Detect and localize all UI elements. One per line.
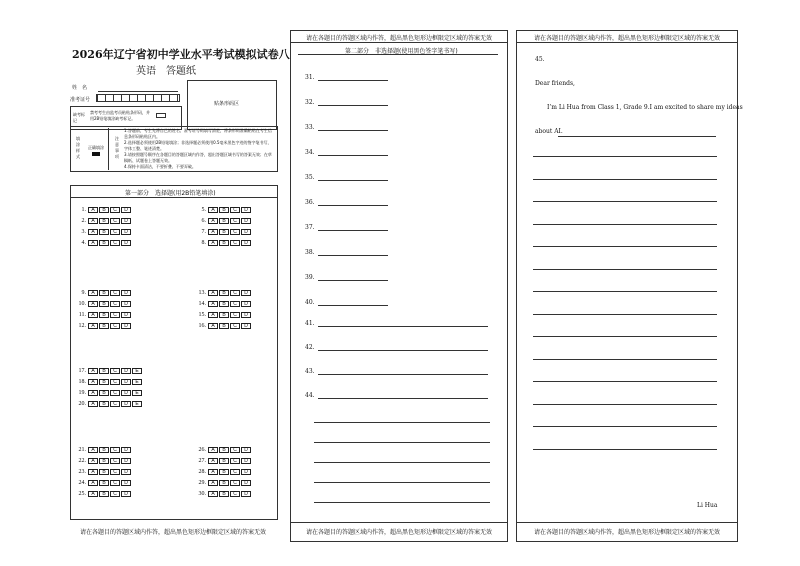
- fill-label: 填涂样式: [76, 136, 80, 159]
- name-label: 姓 名: [72, 85, 88, 91]
- option-bubble[interactable]: B: [99, 323, 109, 329]
- answer-bubbles: [88, 207, 131, 213]
- question-number: 28.: [198, 469, 206, 475]
- option-bubble[interactable]: D: [121, 480, 131, 486]
- question-number: 39.: [305, 274, 315, 281]
- option-bubble[interactable]: C: [110, 458, 120, 464]
- question-number: 34.: [305, 149, 315, 156]
- option-bubble[interactable]: C: [230, 480, 240, 486]
- option-bubble[interactable]: A: [88, 229, 98, 235]
- option-bubble[interactable]: B: [219, 229, 229, 235]
- option-bubble[interactable]: B: [219, 323, 229, 329]
- option-bubble[interactable]: C: [110, 312, 120, 318]
- answer-bubbles: [88, 290, 131, 296]
- option-bubble[interactable]: B: [99, 401, 109, 407]
- option-bubble[interactable]: A: [208, 229, 218, 235]
- absent-note: 禁考考生由监考员粘贴条形码，并用2B铅笔填涂缺考标记。: [90, 110, 150, 121]
- question-number: 1.: [81, 207, 86, 213]
- option-bubble[interactable]: B: [99, 390, 109, 396]
- answer-bubbles: [88, 218, 131, 224]
- answer-bubbles: [208, 207, 251, 213]
- option-bubble[interactable]: B: [99, 379, 109, 385]
- option-bubble[interactable]: A: [88, 301, 98, 307]
- absent-label: 缺考标记: [73, 112, 85, 123]
- essay-line[interactable]: [533, 404, 717, 405]
- option-bubble[interactable]: B: [99, 469, 109, 475]
- answer-line[interactable]: [318, 230, 388, 231]
- option-bubble[interactable]: D: [241, 458, 251, 464]
- answer-line[interactable]: [314, 462, 490, 463]
- top-banner-2: 请在各题目的答题区域内作答，超出黑色矩形边框限定区域的答案无效: [305, 35, 492, 42]
- option-bubble[interactable]: A: [88, 469, 98, 475]
- answer-line[interactable]: [318, 398, 488, 399]
- option-bubble[interactable]: B: [99, 480, 109, 486]
- option-bubble[interactable]: C: [230, 458, 240, 464]
- option-bubble[interactable]: C: [110, 390, 120, 396]
- question-number: 4.: [81, 240, 86, 246]
- answer-bubbles: [208, 323, 251, 329]
- option-bubble[interactable]: C: [110, 368, 120, 374]
- option-bubble[interactable]: B: [219, 491, 229, 497]
- question-number: 14.: [198, 301, 206, 307]
- option-bubble[interactable]: A: [88, 207, 98, 213]
- option-bubble[interactable]: B: [219, 312, 229, 318]
- answer-line[interactable]: [318, 280, 388, 281]
- question-number: 20.: [78, 401, 86, 407]
- question-number: 18.: [78, 379, 86, 385]
- answer-bubbles: [208, 290, 251, 296]
- question-number: 38.: [305, 249, 315, 256]
- option-bubble[interactable]: B: [219, 290, 229, 296]
- option-bubble[interactable]: A: [88, 368, 98, 374]
- option-bubble[interactable]: D: [241, 229, 251, 235]
- answer-line[interactable]: [318, 350, 488, 351]
- essay-line-2: about AI.: [535, 128, 563, 135]
- question-number: 26.: [198, 447, 206, 453]
- id-field[interactable]: [96, 94, 180, 102]
- notice-item: 2.选择题必须使用2B铅笔填涂；非选择题必须使用0.5毫米黑色字迹的签字笔书写，字体工整、笔迹清楚。: [124, 140, 272, 151]
- option-bubble[interactable]: C: [230, 207, 240, 213]
- question-number: 22.: [78, 458, 86, 464]
- essay-line[interactable]: [533, 291, 717, 292]
- answer-bubbles: [208, 240, 251, 246]
- option-bubble[interactable]: C: [110, 240, 120, 246]
- option-bubble[interactable]: B: [219, 218, 229, 224]
- answer-bubbles: [88, 240, 131, 246]
- option-bubble[interactable]: B: [99, 290, 109, 296]
- answer-line[interactable]: [318, 180, 388, 181]
- banner-divider-2: [291, 42, 507, 43]
- answer-bubbles: [88, 229, 131, 235]
- option-bubble[interactable]: B: [219, 240, 229, 246]
- essay-line[interactable]: [533, 359, 717, 360]
- question-number: 36.: [305, 199, 315, 206]
- option-bubble[interactable]: C: [230, 312, 240, 318]
- option-bubble[interactable]: A: [88, 240, 98, 246]
- option-bubble[interactable]: C: [110, 447, 120, 453]
- answer-bubbles: [88, 312, 131, 318]
- answer-line[interactable]: [318, 130, 388, 131]
- instructions-divider: [108, 128, 109, 170]
- answer-line[interactable]: [318, 255, 388, 256]
- option-bubble[interactable]: A: [88, 312, 98, 318]
- option-bubble[interactable]: C: [110, 379, 120, 385]
- option-bubble[interactable]: D: [121, 491, 131, 497]
- answer-bubbles: [208, 491, 251, 497]
- option-bubble[interactable]: D: [121, 458, 131, 464]
- option-bubble[interactable]: A: [88, 447, 98, 453]
- part2-title-divider: [298, 54, 498, 55]
- essay-line-1: I’m Li Hua from Class 1, Grade 9.I am excited to share my ideas: [547, 104, 743, 111]
- answer-bubbles: [208, 218, 251, 224]
- option-bubble[interactable]: D: [121, 390, 131, 396]
- option-bubble[interactable]: D: [121, 469, 131, 475]
- option-bubble[interactable]: B: [99, 491, 109, 497]
- question-number: 30.: [198, 491, 206, 497]
- answer-line[interactable]: [318, 155, 388, 156]
- answer-bubbles: [88, 480, 131, 486]
- bottom-banner-2: 请在各题目的答题区域内作答，超出黑色矩形边框限定区域的答案无效: [305, 529, 492, 536]
- option-bubble[interactable]: D: [121, 229, 131, 235]
- question-number: 6.: [201, 218, 206, 224]
- option-bubble[interactable]: D: [121, 312, 131, 318]
- question-number: 5.: [201, 207, 206, 213]
- option-bubble[interactable]: C: [230, 301, 240, 307]
- option-bubble[interactable]: C: [110, 218, 120, 224]
- question-number: 35.: [305, 174, 315, 181]
- option-bubble[interactable]: D: [241, 480, 251, 486]
- option-bubble[interactable]: C: [230, 240, 240, 246]
- answer-bubbles: [208, 469, 251, 475]
- question-number: 40.: [305, 299, 315, 306]
- question-number: 16.: [198, 323, 206, 329]
- essay-line[interactable]: [533, 449, 717, 450]
- essay-line[interactable]: [533, 224, 717, 225]
- option-bubble[interactable]: B: [99, 368, 109, 374]
- answer-line[interactable]: [318, 80, 388, 81]
- option-bubble[interactable]: B: [219, 447, 229, 453]
- answer-bubbles: [208, 301, 251, 307]
- option-bubble[interactable]: B: [99, 229, 109, 235]
- option-bubble[interactable]: D: [121, 447, 131, 453]
- question-number: 33.: [305, 124, 315, 131]
- question-number: 41.: [305, 320, 315, 327]
- option-bubble[interactable]: A: [208, 469, 218, 475]
- answer-bubbles: [208, 447, 251, 453]
- option-bubble[interactable]: D: [241, 301, 251, 307]
- option-bubble[interactable]: A: [208, 480, 218, 486]
- option-bubble[interactable]: A: [88, 218, 98, 224]
- page-subtitle: 英语 答题纸: [136, 66, 196, 77]
- option-bubble[interactable]: C: [230, 491, 240, 497]
- option-bubble[interactable]: B: [99, 207, 109, 213]
- notice-list: [124, 128, 274, 170]
- bottom-banner-1: 请在各题目的答题区域内作答，超出黑色矩形边框限定区域的答案无效: [79, 529, 266, 536]
- banner-divider-3: [517, 42, 737, 43]
- option-bubble[interactable]: B: [99, 312, 109, 318]
- option-bubble[interactable]: D: [121, 240, 131, 246]
- essay-line[interactable]: [533, 269, 717, 270]
- option-bubble[interactable]: E: [132, 390, 142, 396]
- question-number: 8.: [201, 240, 206, 246]
- answer-line[interactable]: [318, 326, 488, 327]
- answer-bubbles: [88, 301, 131, 307]
- question-number: 23.: [78, 469, 86, 475]
- option-bubble[interactable]: B: [219, 458, 229, 464]
- part2-title: 第二部分 非选择题(使用黑色签字笔书写): [345, 48, 458, 55]
- question-number: 37.: [305, 224, 315, 231]
- option-bubble[interactable]: E: [132, 401, 142, 407]
- option-bubble[interactable]: C: [230, 290, 240, 296]
- banner-divider-b3: [517, 522, 737, 523]
- option-bubble[interactable]: A: [88, 323, 98, 329]
- option-bubble[interactable]: B: [99, 301, 109, 307]
- option-bubble[interactable]: D: [121, 379, 131, 385]
- option-bubble[interactable]: B: [99, 447, 109, 453]
- option-bubble[interactable]: D: [121, 301, 131, 307]
- answer-bubbles: [88, 390, 142, 396]
- answer-line[interactable]: [314, 442, 490, 443]
- notice-label: 注意事项: [115, 136, 119, 159]
- question-number: 12.: [78, 323, 86, 329]
- option-bubble[interactable]: D: [241, 447, 251, 453]
- question-number: 21.: [78, 447, 86, 453]
- question-number: 17.: [78, 368, 86, 374]
- option-bubble[interactable]: A: [208, 491, 218, 497]
- essay-line[interactable]: [533, 179, 717, 180]
- answer-line[interactable]: [314, 422, 490, 423]
- option-bubble[interactable]: A: [208, 447, 218, 453]
- option-bubble[interactable]: B: [219, 480, 229, 486]
- option-bubble[interactable]: D: [241, 491, 251, 497]
- option-bubble[interactable]: D: [121, 368, 131, 374]
- option-bubble[interactable]: C: [110, 491, 120, 497]
- option-bubble[interactable]: C: [110, 301, 120, 307]
- option-bubble[interactable]: A: [88, 491, 98, 497]
- barcode-label: 贴条形码区: [214, 101, 240, 107]
- option-bubble[interactable]: D: [121, 401, 131, 407]
- question-number: 42.: [305, 344, 315, 351]
- option-bubble[interactable]: C: [230, 218, 240, 224]
- option-bubble[interactable]: A: [208, 218, 218, 224]
- essay-line[interactable]: [533, 314, 717, 315]
- option-bubble[interactable]: D: [241, 218, 251, 224]
- question-number: 32.: [305, 99, 315, 106]
- option-bubble[interactable]: A: [88, 458, 98, 464]
- part1-title: 第一部分 选择题(用2B铅笔填涂): [125, 190, 216, 197]
- option-bubble[interactable]: B: [219, 301, 229, 307]
- answer-line[interactable]: [318, 205, 388, 206]
- answer-bubbles: [208, 312, 251, 318]
- option-bubble[interactable]: B: [99, 240, 109, 246]
- option-bubble[interactable]: D: [121, 218, 131, 224]
- option-bubble[interactable]: D: [241, 290, 251, 296]
- option-bubble[interactable]: C: [230, 447, 240, 453]
- option-bubble[interactable]: D: [241, 323, 251, 329]
- option-bubble[interactable]: A: [88, 480, 98, 486]
- essay-number: 45.: [535, 56, 545, 63]
- essay-line[interactable]: [533, 336, 717, 337]
- question-number: 11.: [78, 312, 86, 318]
- question-number: 9.: [81, 290, 86, 296]
- essay-first-line[interactable]: [558, 136, 716, 137]
- essay-signature: Li Hua: [697, 502, 718, 509]
- option-bubble[interactable]: D: [121, 207, 131, 213]
- essay-line[interactable]: [533, 156, 717, 157]
- answer-line[interactable]: [314, 482, 490, 483]
- answer-bubbles: [88, 491, 131, 497]
- question-number: 7.: [201, 229, 206, 235]
- answer-bubbles: [208, 458, 251, 464]
- option-bubble[interactable]: A: [88, 390, 98, 396]
- notice-item: 4.保持卡面清洁，不要折叠、不要弄破。: [124, 164, 196, 169]
- answer-bubbles: [88, 401, 142, 407]
- option-bubble[interactable]: A: [208, 301, 218, 307]
- answer-bubbles: [208, 480, 251, 486]
- question-number: 3.: [81, 229, 86, 235]
- page-title: 2026年辽宁省初中学业水平考试模拟试卷八: [72, 48, 290, 61]
- essay-line[interactable]: [533, 201, 717, 202]
- absent-mark-box[interactable]: [156, 113, 166, 118]
- top-banner-3: 请在各题目的答题区域内作答，超出黑色矩形边框限定区域的答案无效: [533, 35, 720, 42]
- question-number: 43.: [305, 368, 315, 375]
- column-2: [290, 30, 508, 542]
- answer-bubbles: [208, 229, 251, 235]
- bottom-banner-3: 请在各题目的答题区域内作答，超出黑色矩形边框限定区域的答案无效: [533, 529, 720, 536]
- option-bubble[interactable]: D: [241, 469, 251, 475]
- question-number: 44.: [305, 392, 315, 399]
- answer-line[interactable]: [318, 305, 388, 306]
- question-number: 31.: [305, 74, 315, 81]
- question-number: 19.: [78, 390, 86, 396]
- essay-line[interactable]: [533, 426, 717, 427]
- banner-divider-b2: [291, 522, 507, 523]
- option-bubble[interactable]: C: [230, 229, 240, 235]
- option-bubble[interactable]: D: [241, 207, 251, 213]
- answer-line[interactable]: [314, 502, 490, 503]
- id-label: 准考证号: [70, 97, 91, 103]
- question-number: 13.: [198, 290, 206, 296]
- answer-bubbles: [88, 469, 131, 475]
- question-number: 24.: [78, 480, 86, 486]
- option-bubble[interactable]: A: [88, 401, 98, 407]
- option-bubble[interactable]: C: [110, 323, 120, 329]
- option-bubble[interactable]: D: [121, 290, 131, 296]
- option-bubble[interactable]: E: [132, 368, 142, 374]
- question-number: 2.: [81, 218, 86, 224]
- option-bubble[interactable]: B: [99, 458, 109, 464]
- option-bubble[interactable]: A: [208, 312, 218, 318]
- option-bubble[interactable]: D: [121, 323, 131, 329]
- option-bubble[interactable]: C: [230, 469, 240, 475]
- option-bubble[interactable]: C: [110, 229, 120, 235]
- option-bubble[interactable]: D: [241, 240, 251, 246]
- option-bubble[interactable]: C: [110, 207, 120, 213]
- answer-bubbles: [88, 379, 142, 385]
- answer-bubbles: [88, 447, 131, 453]
- answer-line[interactable]: [318, 105, 388, 106]
- essay-line[interactable]: [533, 246, 717, 247]
- notice-item: 3.请按照题号顺序在各题目的答题区域内作答，超出答题区域书写的答案无效；在草稿纸、试题卷上答题无效。: [124, 152, 272, 163]
- option-bubble[interactable]: A: [208, 240, 218, 246]
- option-bubble[interactable]: A: [208, 323, 218, 329]
- answer-line[interactable]: [318, 374, 488, 375]
- option-bubble[interactable]: C: [110, 401, 120, 407]
- question-number: 27.: [198, 458, 206, 464]
- notice-item: 1.答题前，考生先将自己的姓名、准考证号码填写清楚，将条形码准确粘贴在考生信息条形码粘贴区内。: [124, 128, 272, 139]
- question-number: 10.: [78, 301, 86, 307]
- fill-correct: 正确填涂: [88, 145, 104, 150]
- question-number: 25.: [78, 491, 86, 497]
- option-bubble[interactable]: C: [230, 323, 240, 329]
- option-bubble[interactable]: E: [132, 379, 142, 385]
- question-number: 29.: [198, 480, 206, 486]
- option-bubble[interactable]: B: [219, 207, 229, 213]
- option-bubble[interactable]: D: [241, 312, 251, 318]
- option-bubble[interactable]: B: [219, 469, 229, 475]
- part1-title-divider: [71, 197, 277, 198]
- answer-bubbles: [88, 368, 142, 374]
- essay-greeting: Dear friends,: [535, 80, 575, 87]
- answer-bubbles: [88, 323, 131, 329]
- answer-bubbles: [88, 458, 131, 464]
- option-bubble[interactable]: C: [110, 469, 120, 475]
- filled-sample: [92, 152, 100, 156]
- option-bubble[interactable]: A: [208, 458, 218, 464]
- option-bubble[interactable]: C: [110, 290, 120, 296]
- option-bubble[interactable]: C: [110, 480, 120, 486]
- option-bubble[interactable]: B: [99, 218, 109, 224]
- option-bubble[interactable]: A: [208, 207, 218, 213]
- essay-line[interactable]: [533, 381, 717, 382]
- option-bubble[interactable]: A: [88, 379, 98, 385]
- question-number: 15.: [198, 312, 206, 318]
- name-field[interactable]: [98, 91, 178, 92]
- option-bubble[interactable]: A: [208, 290, 218, 296]
- option-bubble[interactable]: A: [88, 290, 98, 296]
